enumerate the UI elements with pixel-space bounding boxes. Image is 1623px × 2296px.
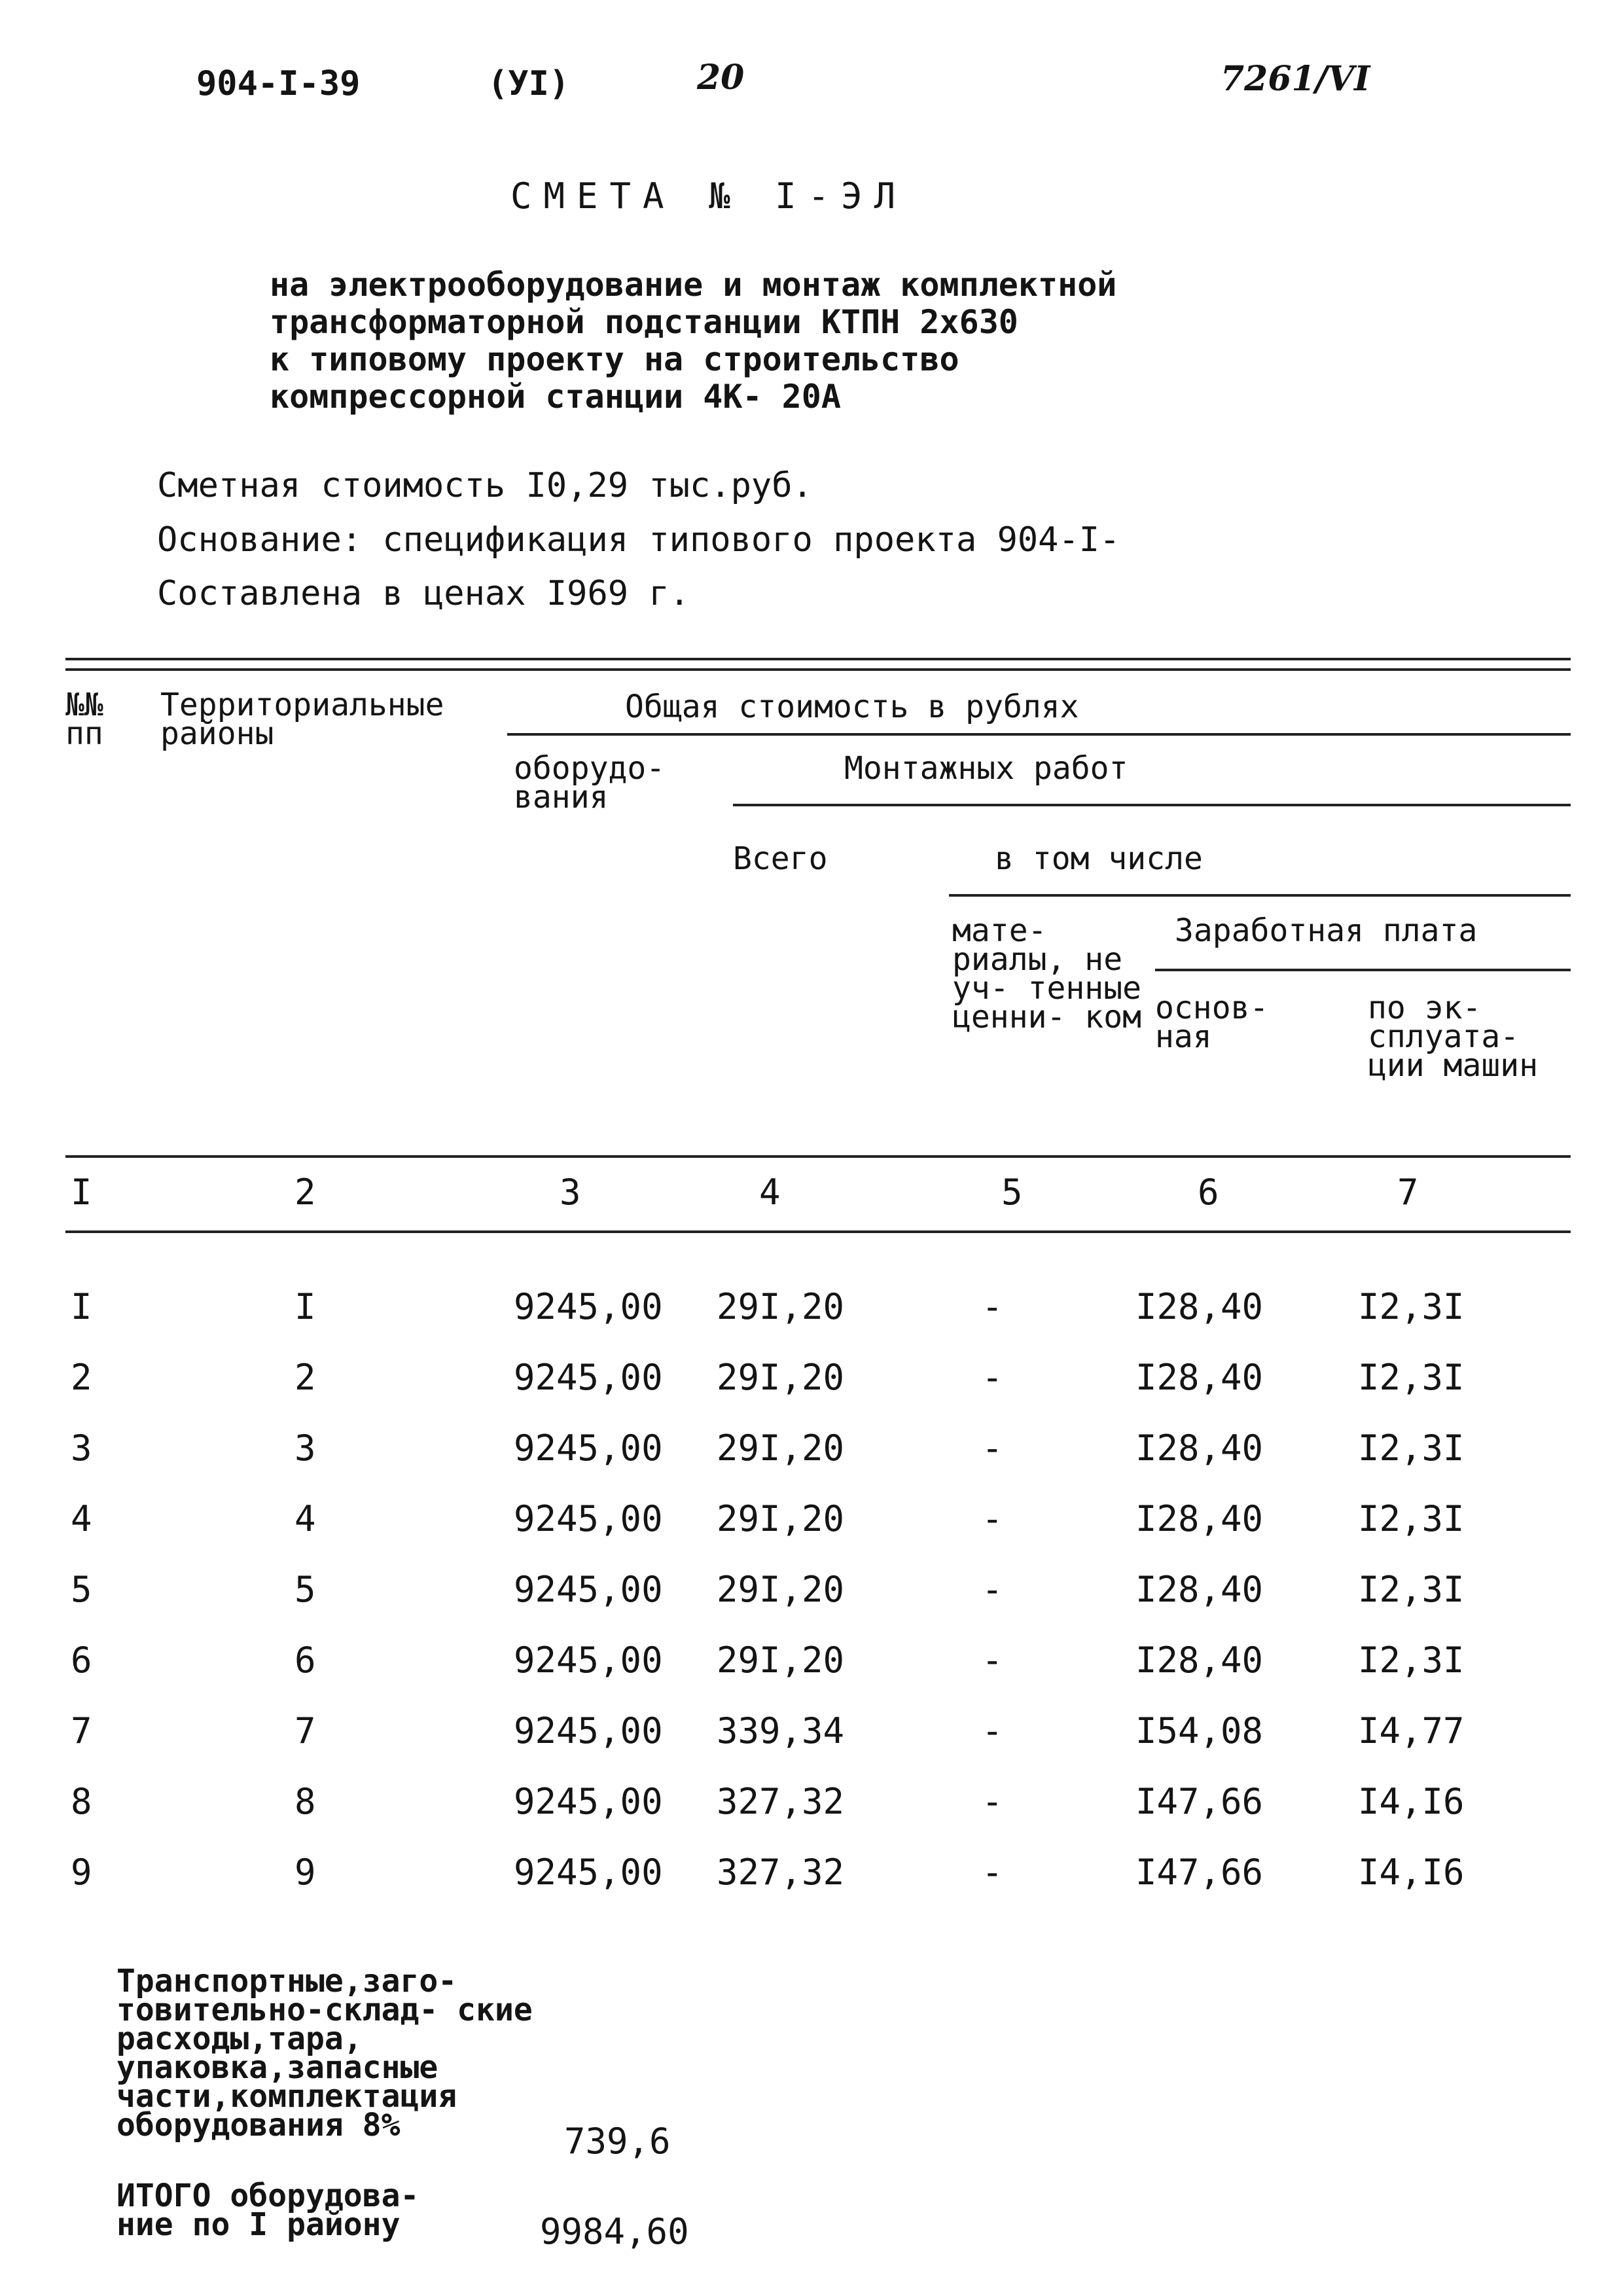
table-cell: 29I,20	[717, 1569, 845, 1610]
page-number: 20	[697, 58, 745, 98]
table-cell: 7	[294, 1710, 316, 1751]
table-cell: 29I,20	[717, 1640, 845, 1681]
header-including: в том числе	[995, 840, 1203, 877]
header-equipment: оборудо- вания	[514, 750, 666, 816]
col-number: 6	[1198, 1172, 1219, 1213]
table-cell: -	[982, 1286, 1003, 1327]
part-number: (УI)	[488, 64, 570, 103]
table-cell: 8	[294, 1781, 316, 1822]
col-number: 3	[560, 1172, 581, 1213]
table-cell: I4,77	[1358, 1710, 1465, 1751]
table-cell: 9245,00	[514, 1710, 663, 1751]
table-cell: 8	[71, 1781, 92, 1822]
document-number: 7261/VI	[1221, 59, 1370, 99]
table-cell: I2,3I	[1358, 1286, 1465, 1327]
table-cell: I28,40	[1135, 1498, 1264, 1539]
subtitle-line: к типовому проекту на строительство	[270, 340, 959, 378]
table-cell: 9	[71, 1852, 92, 1893]
table-cell: 339,34	[717, 1710, 845, 1751]
table-cell: I2,3I	[1358, 1357, 1465, 1398]
table-cell: I28,40	[1135, 1569, 1264, 1610]
table-cell: -	[982, 1852, 1003, 1893]
table-cell: 6	[294, 1640, 316, 1681]
col-number: 7	[1397, 1172, 1419, 1213]
header-installation-total: Всего	[733, 840, 828, 877]
table-cell: 327,32	[717, 1781, 845, 1822]
table-top-rule	[65, 658, 1571, 671]
table-cell: -	[982, 1427, 1003, 1469]
table-cell: 327,32	[717, 1852, 845, 1893]
rule	[733, 804, 1571, 806]
total-label: ИТОГО оборудова- ние по I району	[116, 2178, 419, 2243]
table-cell: -	[982, 1498, 1003, 1539]
total-value: 9984,60	[540, 2211, 689, 2252]
table-cell: 4	[294, 1498, 316, 1539]
table-cell: I54,08	[1135, 1710, 1264, 1751]
rule	[65, 1155, 1571, 1158]
header-machine-wages: по эк- сплуата- ции машин	[1368, 990, 1539, 1084]
price-year: Составлена в ценах I969 г.	[157, 574, 690, 613]
table-cell: I28,40	[1135, 1357, 1264, 1398]
table-cell: 2	[294, 1357, 316, 1398]
table-cell: I4,I6	[1358, 1852, 1465, 1893]
header-materials: мате- риалы, не уч- тенные ценни- ком	[952, 912, 1141, 1035]
header-installation: Монтажных работ	[844, 750, 1128, 787]
table-cell: I47,66	[1135, 1852, 1264, 1893]
table-cell: I2,3I	[1358, 1427, 1465, 1469]
estimated-cost: Сметная стоимость I0,29 тыс.руб.	[157, 466, 813, 505]
table-cell: 7	[71, 1710, 92, 1751]
table-cell: 2	[71, 1357, 92, 1398]
table-cell: 9245,00	[514, 1852, 663, 1893]
table-cell: 9245,00	[514, 1498, 663, 1539]
table-cell: 6	[71, 1640, 92, 1681]
table-cell: -	[982, 1357, 1003, 1398]
table-cell: I2,3I	[1358, 1498, 1465, 1539]
table-cell: I4,I6	[1358, 1781, 1465, 1822]
table-cell: 5	[71, 1569, 92, 1610]
col-number: 5	[1001, 1172, 1023, 1213]
table-cell: I	[71, 1286, 92, 1327]
rule	[65, 1230, 1571, 1233]
table-cell: I	[294, 1286, 316, 1327]
table-cell: 3	[294, 1427, 316, 1469]
table-cell: 29I,20	[717, 1498, 845, 1539]
table-cell: 4	[71, 1498, 92, 1539]
table-cell: I28,40	[1135, 1427, 1264, 1469]
header-total-cost: Общая стоимость в рублях	[625, 689, 1079, 725]
table-cell: 9245,00	[514, 1286, 663, 1327]
table-cell: I2,3I	[1358, 1640, 1465, 1681]
header-num: №№ пп	[65, 687, 103, 752]
table-cell: 29I,20	[717, 1427, 845, 1469]
subtitle-line: на электрооборудование и монтаж комплектной	[270, 266, 1117, 304]
transport-value: 739,6	[564, 2121, 671, 2162]
rule	[949, 894, 1571, 897]
basis: Основание: спецификация типового проекта 904-I-	[157, 520, 1120, 560]
subtitle-line: компрессорной станции 4К- 20А	[270, 378, 841, 416]
table-cell: 3	[71, 1427, 92, 1469]
table-cell: 9	[294, 1852, 316, 1893]
col-number: I	[71, 1172, 92, 1213]
table-cell: 9245,00	[514, 1781, 663, 1822]
rule	[1155, 969, 1571, 971]
col-number: 4	[759, 1172, 781, 1213]
col-number: 2	[294, 1172, 316, 1213]
table-cell: 29I,20	[717, 1286, 845, 1327]
table-cell: 9245,00	[514, 1640, 663, 1681]
transport-label: Транспортные,заго- товительно-склад- ские расходы,тара, упаковка,запасные части,комплектация оборудования 8%	[116, 1963, 533, 2144]
table-cell: I28,40	[1135, 1286, 1264, 1327]
table-cell: -	[982, 1640, 1003, 1681]
table-cell: 5	[294, 1569, 316, 1610]
table-cell: -	[982, 1710, 1003, 1751]
rule	[507, 733, 1571, 736]
table-cell: I2,3I	[1358, 1569, 1465, 1610]
project-code: 904-I-39	[196, 64, 361, 103]
header-basic-wages: основ- ная	[1155, 990, 1269, 1055]
table-cell: 9245,00	[514, 1569, 663, 1610]
table-cell: -	[982, 1569, 1003, 1610]
subtitle-line: трансформаторной подстанции КТПН 2х630	[270, 303, 1018, 341]
table-cell: 9245,00	[514, 1357, 663, 1398]
table-cell: 29I,20	[717, 1357, 845, 1398]
header-district: Территориальные районы	[160, 687, 444, 752]
document-title: СМЕТА № I-ЭЛ	[510, 175, 908, 217]
table-cell: I47,66	[1135, 1781, 1264, 1822]
table-cell: 9245,00	[514, 1427, 663, 1469]
header-wages: Заработная плата	[1175, 912, 1478, 949]
table-cell: I28,40	[1135, 1640, 1264, 1681]
table-cell: -	[982, 1781, 1003, 1822]
